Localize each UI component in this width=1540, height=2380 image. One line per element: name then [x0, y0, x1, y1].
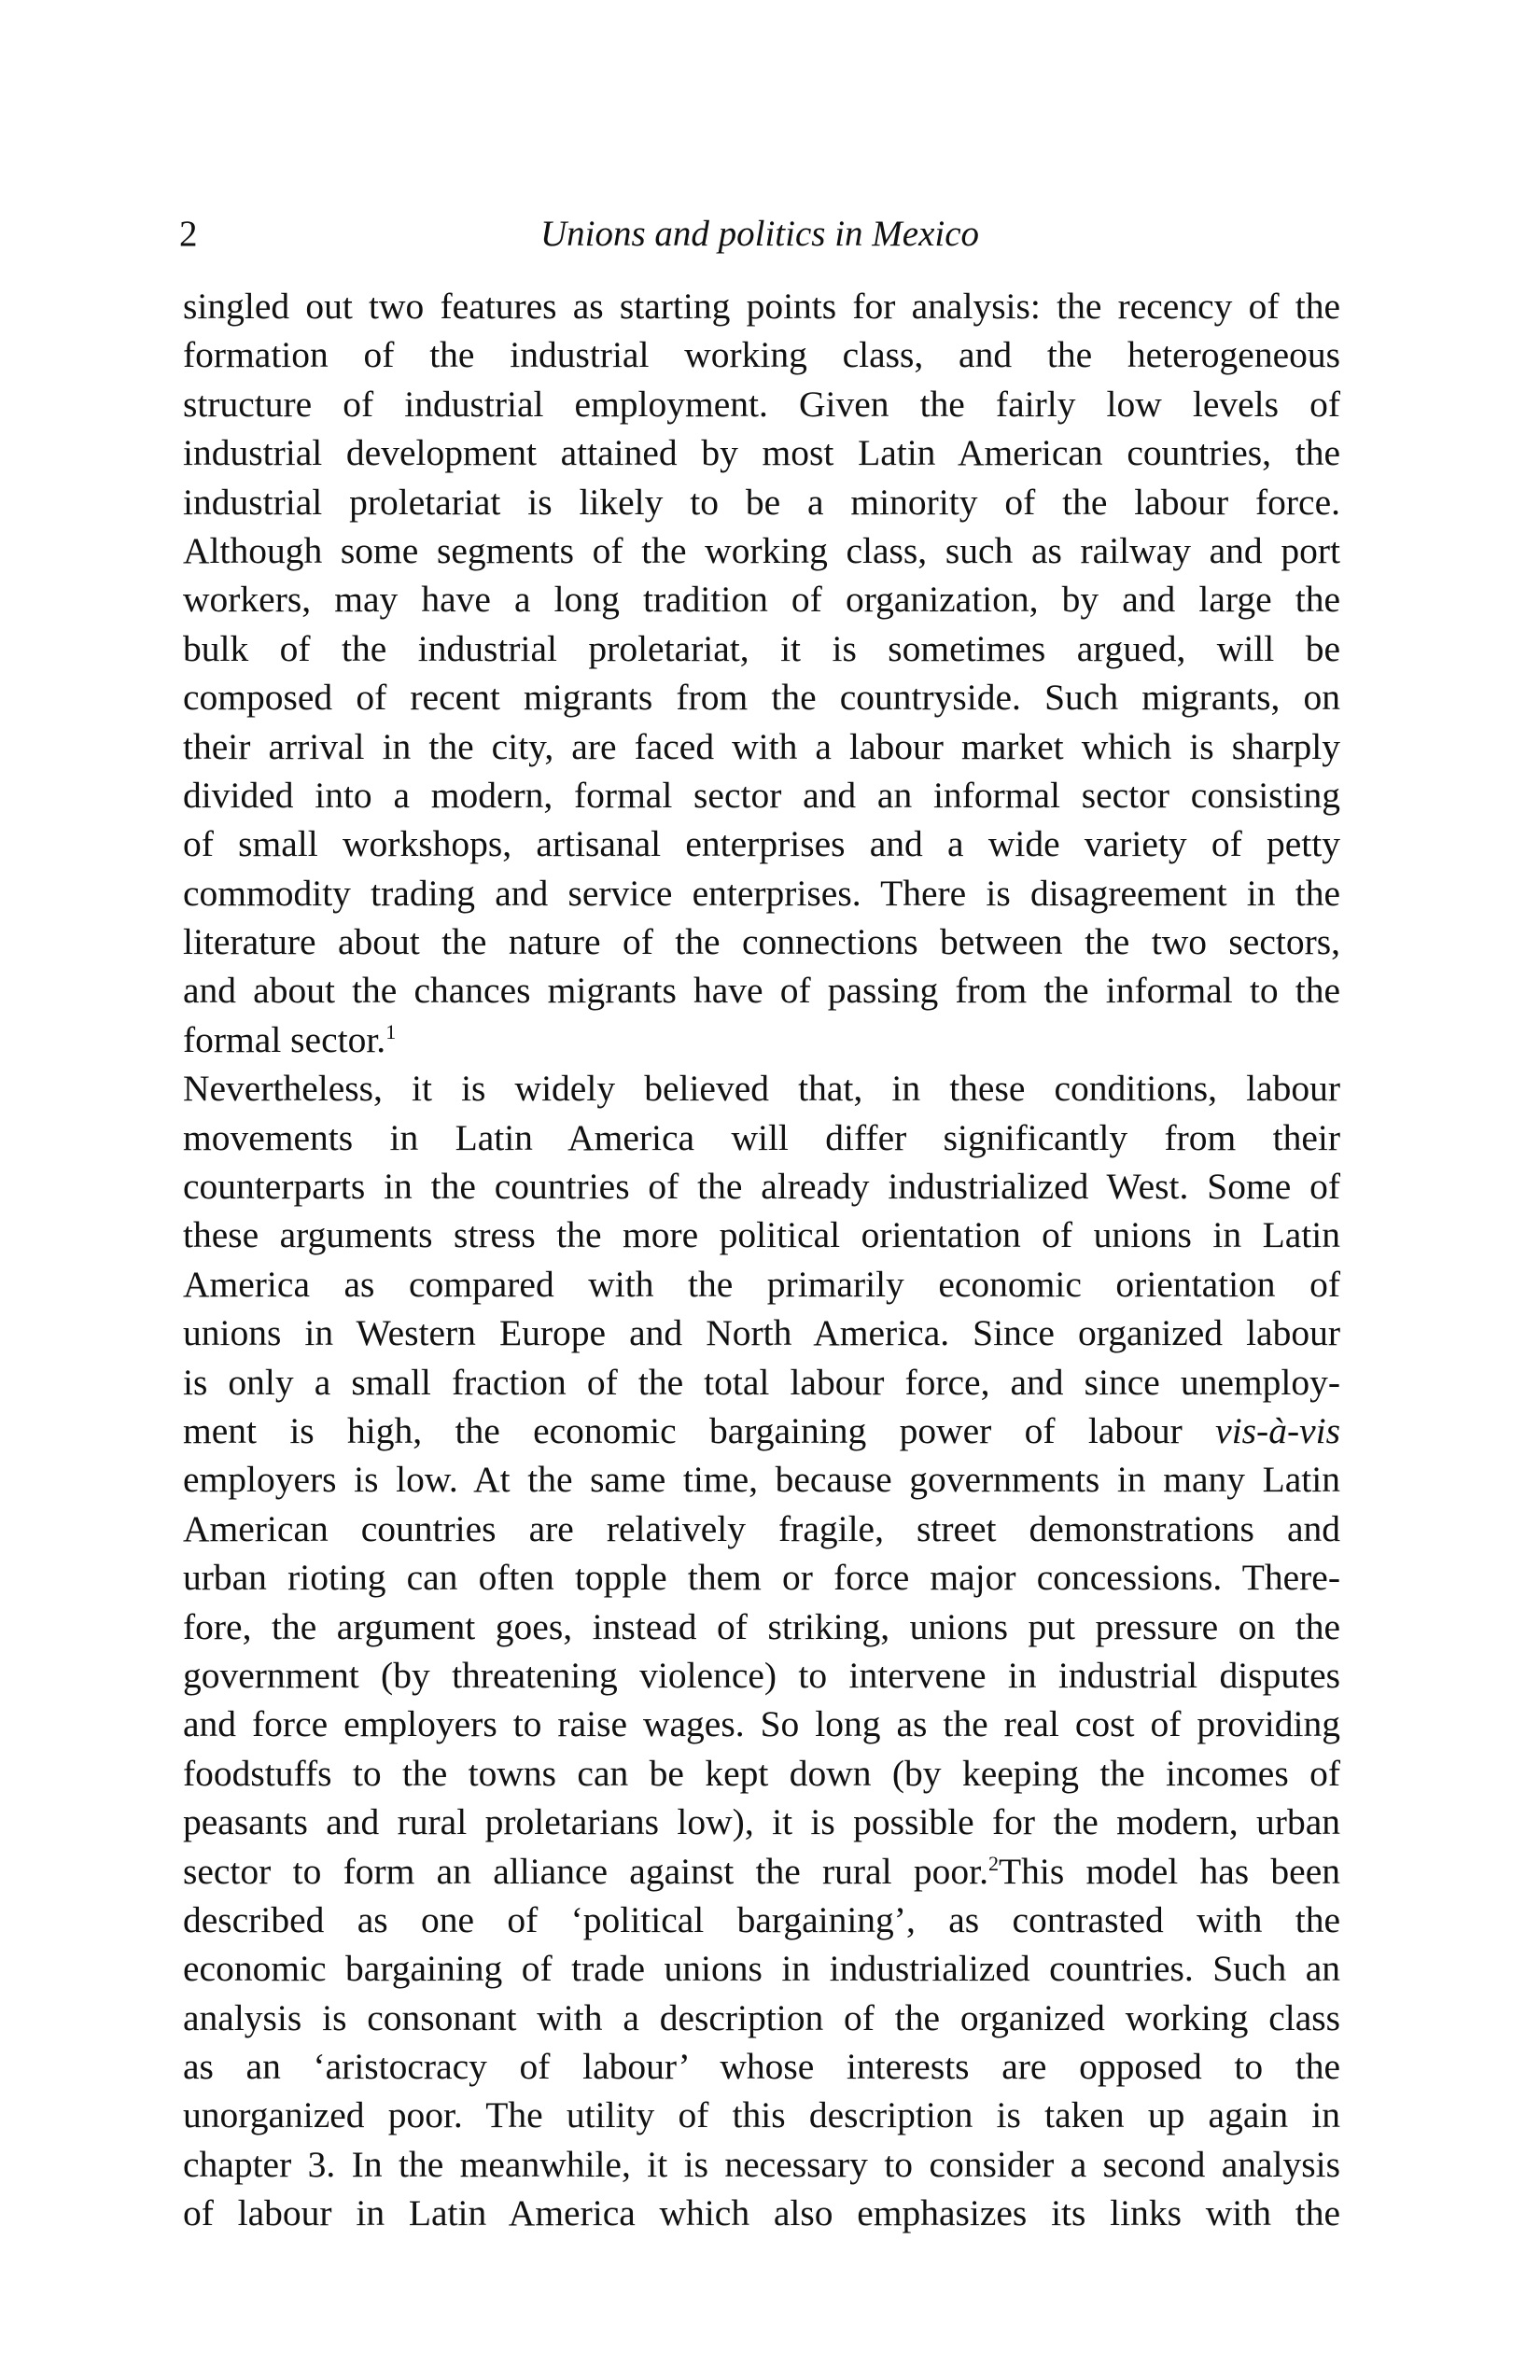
text-line: American countries are relatively fragile, street demonstrations and [183, 1507, 1340, 1549]
text-line: formation of the industrial working class, and the heterogeneous [183, 334, 1340, 376]
text-line: unorganized poor. The utility of this description is taken up again in [183, 2094, 1340, 2136]
text-line: of labour in Latin America which also emphasizes its links with the [183, 2192, 1340, 2234]
text-line: fore, the argument goes, instead of striking, unions put pressure on the [183, 1605, 1340, 1647]
body-text [183, 282, 1340, 2238]
text-line: foodstuffs to the towns can be kept down (by keeping the incomes of [183, 1752, 1340, 1794]
text-line [183, 1015, 1340, 1064]
text-line: and force employers to raise wages. So long as the real cost of providing [183, 1703, 1340, 1745]
text-line: America as compared with the primarily economic orientation of [183, 1263, 1340, 1305]
text-line: Nevertheless, it is widely believed that, in these conditions, labour [183, 1068, 1340, 1110]
text-line: their arrival in the city, are faced with a labour market which is sharply [183, 725, 1340, 767]
text-line: divided into a modern, formal sector and an informal sector consisting [183, 774, 1340, 816]
text-line: employers is low. At the same time, because governments in many Latin [183, 1459, 1340, 1501]
text-line: commodity trading and service enterprises. There is disagreement in the [183, 872, 1340, 914]
text-line: chapter 3. In the meanwhile, it is necessary to consider a second analysis [183, 2143, 1340, 2185]
text-line: structure of industrial employment. Given the fairly low levels of [183, 383, 1340, 425]
text-line: Although some segments of the working class, such as railway and port [183, 529, 1340, 571]
text-fragment: formal sector. [183, 1018, 386, 1060]
page-number: 2 [179, 214, 198, 254]
text-line: counterparts in the countries of the already industrialized West. Some of [183, 1166, 1340, 1208]
text-fragment: ment is high, the economic bargaining power of labour [183, 1409, 1216, 1451]
text-line: literature about the nature of the connections between the two sectors, [183, 921, 1340, 963]
text-line: composed of recent migrants from the countryside. Such migrants, on [183, 677, 1340, 719]
text-line: is only a small fraction of the total labour force, and since unemploy- [183, 1361, 1340, 1403]
running-title: Unions and politics in Mexico [539, 214, 980, 254]
paragraph-2 [183, 1064, 1340, 2237]
text-fragment: sector to form an alliance against the rural poor. [183, 1850, 988, 1892]
text-line: economic bargaining of trade unions in industrialized countries. Such an [183, 1948, 1340, 1990]
text-line: unions in Western Europe and North America. Since organized labour [183, 1312, 1340, 1354]
text-line: urban rioting can often topple them or force major concessions. There- [183, 1557, 1340, 1599]
text-line: singled out two features as starting points for analysis: the recency of the [183, 286, 1340, 327]
text-line: of small workshops, artisanal enterprises and a wide variety of petty [183, 823, 1340, 865]
text-line: workers, may have a long tradition of organization, by and large the [183, 579, 1340, 621]
text-fragment: This model has been [998, 1850, 1340, 1892]
text-line: analysis is consonant with a description of the organized working class [183, 1996, 1340, 2038]
footnote-ref-1[interactable]: 1 [385, 1019, 397, 1043]
page-header [179, 213, 1340, 269]
text-line [183, 1407, 1340, 1455]
paragraph-1 [183, 282, 1340, 1064]
text-line: movements in Latin America will differ significantly from their [183, 1116, 1340, 1158]
text-line: bulk of the industrial proletariat, it is sometimes argued, will be [183, 627, 1340, 669]
text-line: as an ‘aristocracy of labour’ whose interests are opposed to the [183, 2046, 1340, 2088]
text-line: industrial proletariat is likely to be a minority of the labour force. [183, 481, 1340, 523]
text-line: government (by threatening violence) to intervene in industrial disputes [183, 1654, 1340, 1696]
italic-phrase: vis-à-vis [1215, 1409, 1340, 1451]
footnote-ref-2[interactable]: 2 [987, 1851, 999, 1875]
text-line: these arguments stress the more political orientation of unions in Latin [183, 1214, 1340, 1256]
text-line: described as one of ‘political bargaining’, as contrasted with the [183, 1898, 1340, 1940]
text-line: and about the chances migrants have of passing from the informal to the [183, 970, 1340, 1012]
text-line: industrial development attained by most Latin American countries, the [183, 432, 1340, 474]
text-line [183, 1847, 1340, 1896]
text-line: peasants and rural proletarians low), it is possible for the modern, urban [183, 1801, 1340, 1843]
